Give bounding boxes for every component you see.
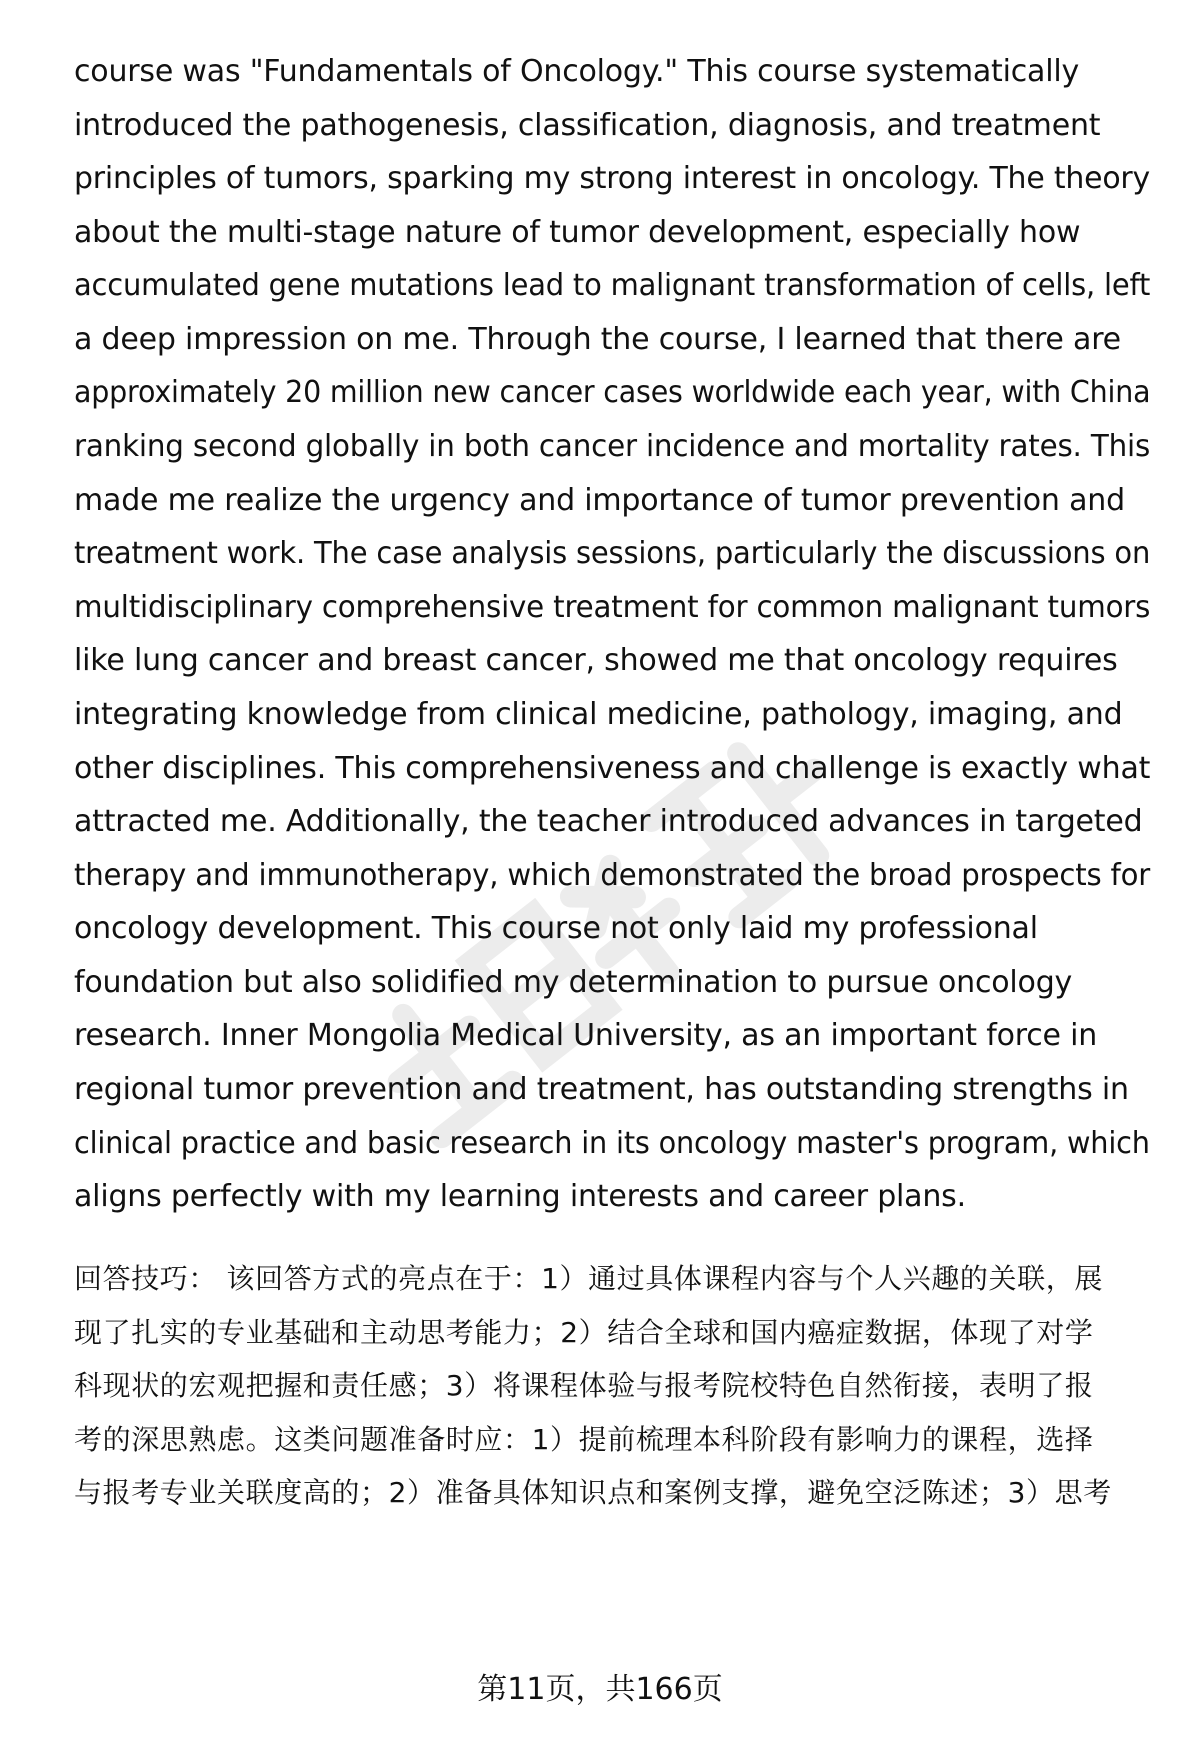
text-line: course was "Fundamentals of Oncology." This course systematically <box>74 54 1080 89</box>
text-line: about the multi-stage nature of tumor development, especially how <box>74 215 1081 250</box>
text-line: multidisciplinary comprehensive treatment for common malignant tumors <box>74 590 1151 625</box>
text-line: treatment work. The case analysis sessions, particularly the discussions on <box>74 536 1151 571</box>
text-line: integrating knowledge from clinical medicine, pathology, imaging, and <box>74 697 1123 732</box>
text-line: ranking second globally in both cancer incidence and mortality rates. This <box>74 429 1151 464</box>
tips-line: 考的深思熟虑。这类问题准备时应：1）提前梳理本科阶段有影响力的课程，选择 <box>74 1423 1094 1456</box>
text-line: accumulated gene mutations lead to malignant transformation of cells, left <box>74 268 1151 303</box>
text-line: research. Inner Mongolia Medical University, as an important force in <box>74 1018 1098 1053</box>
text-line: foundation but also solidified my determination to pursue oncology <box>74 965 1073 1000</box>
text-line: principles of tumors, sparking my strong interest in oncology. The theory <box>74 161 1151 196</box>
tips-line: 科现状的宏观把握和责任感；3）将课程体验与报考院校特色自然衔接，表明了报 <box>74 1369 1094 1402</box>
page-number: 第11页，共166页 <box>477 1672 723 1707</box>
text-line: attracted me. Additionally, the teacher introduced advances in targeted <box>74 804 1143 839</box>
text-line: aligns perfectly with my learning interests and career plans. <box>74 1179 966 1214</box>
text-line: like lung cancer and breast cancer, showed me that oncology requires <box>74 643 1118 678</box>
text-line: made me realize the urgency and importance of tumor prevention and <box>74 483 1125 518</box>
text-line: introduced the pathogenesis, classification, diagnosis, and treatment <box>74 108 1101 143</box>
tips-line: 回答技巧： 该回答方式的亮点在于：1）通过具体课程内容与个人兴趣的关联，展 <box>74 1262 1103 1295</box>
text-line: approximately 20 million new cancer cases worldwide each year, with China <box>74 375 1151 410</box>
text-line: other disciplines. This comprehensiveness and challenge is exactly what <box>74 751 1151 786</box>
tips-line: 现了扎实的专业基础和主动思考能力；2）结合全球和国内癌症数据，体现了对学 <box>74 1316 1094 1349</box>
tips-line: 与报考专业关联度高的；2）准备具体知识点和案例支撑，避免空泛陈述；3）思考 <box>74 1476 1112 1509</box>
text-line: a deep impression on me. Through the course, I learned that there are <box>74 322 1121 357</box>
text-line: therapy and immunotherapy, which demonstrated the broad prospects for <box>74 858 1151 893</box>
text-line: oncology development. This course not only laid my professional <box>74 911 1038 946</box>
text-line: clinical practice and basic research in its oncology master's program, which <box>74 1126 1150 1161</box>
text-line: regional tumor prevention and treatment, has outstanding strengths in <box>74 1072 1129 1107</box>
